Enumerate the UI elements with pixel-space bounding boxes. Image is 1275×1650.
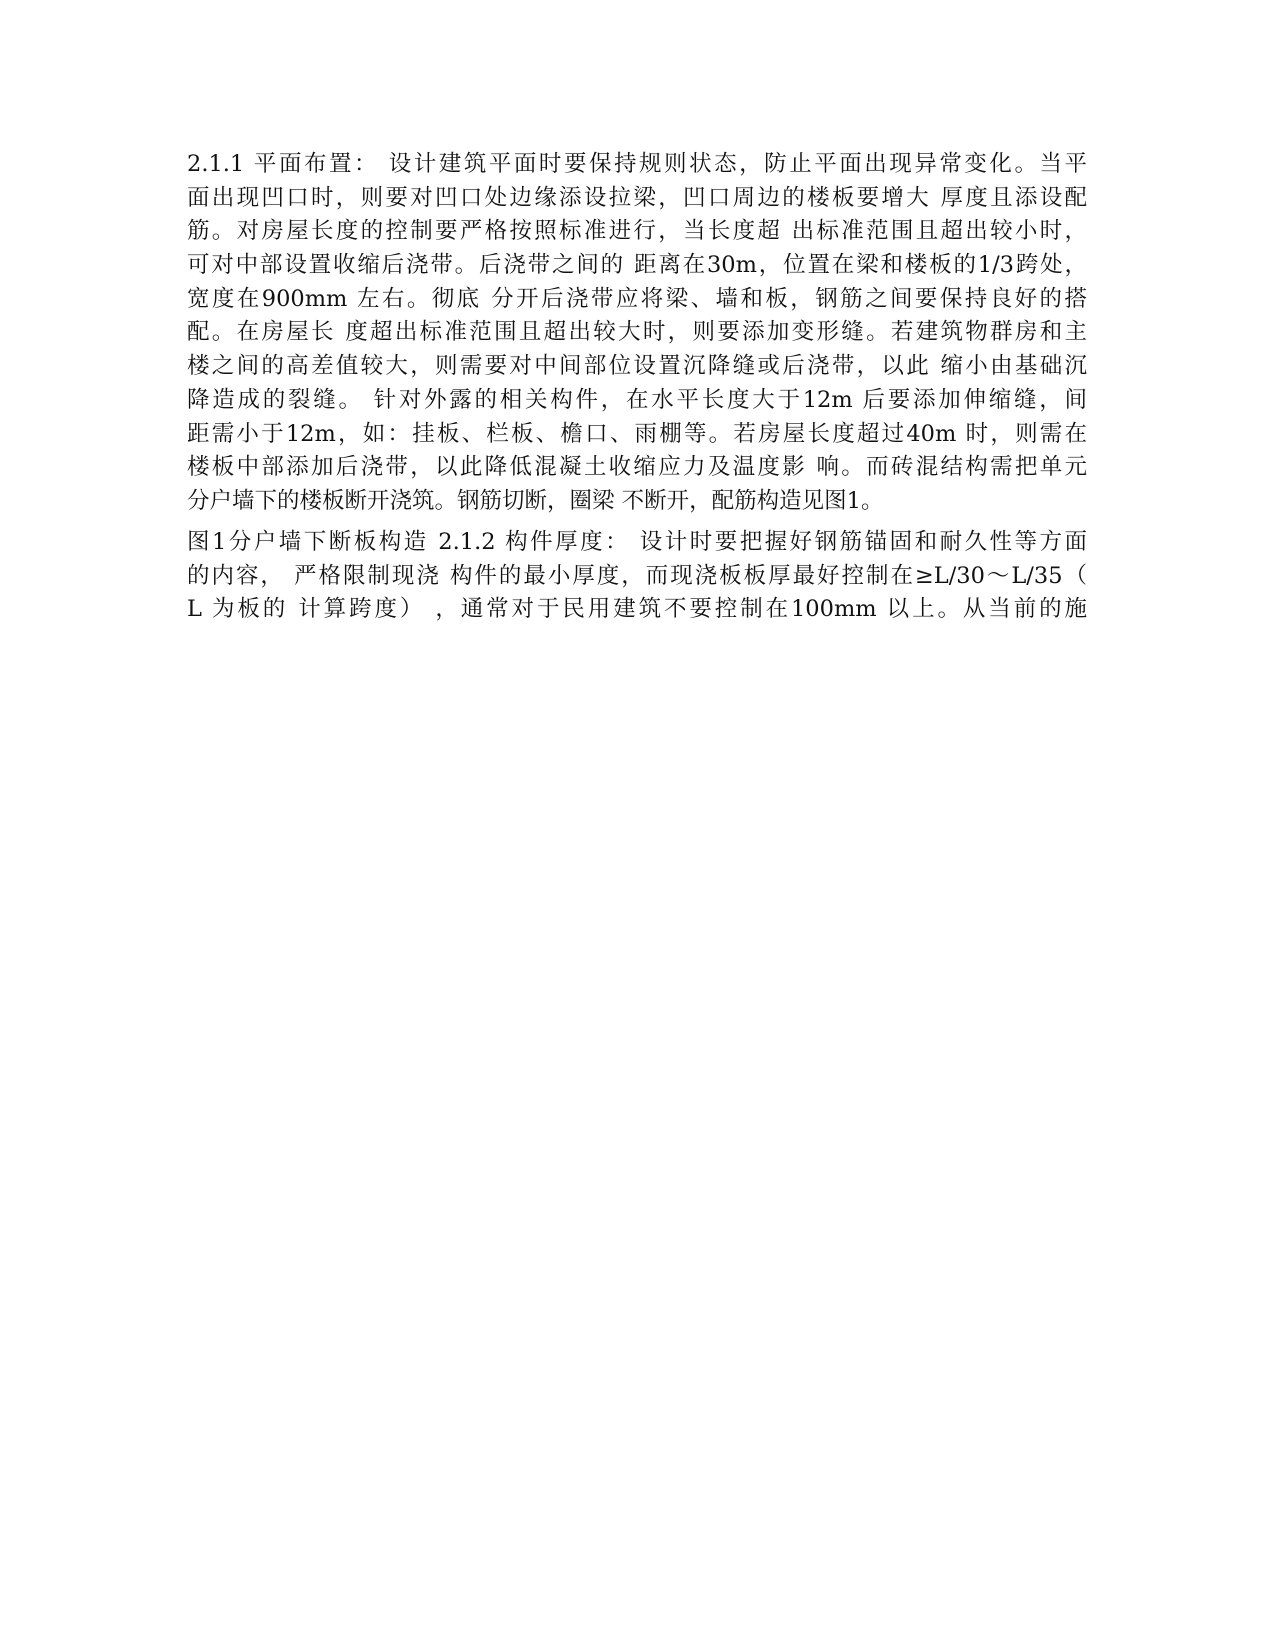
text-line: 降造成的裂缝。 针对外露的相关构件，在水平长度大于12m 后要添加伸缩缝，间 xyxy=(187,386,1087,413)
text-line: 2.1.1 平面布置： 设计建筑平面时要保持规则状态，防止平面出现异常变化。当平 xyxy=(187,151,1087,177)
text-line: 面出现凹口时，则要对凹口处边缘添设拉梁，凹口周边的楼板要增大 厚度且添设配 xyxy=(187,184,1087,211)
text-line: 可对中部设置收缩后浇带。后浇带之间的 距离在30m，位置在梁和楼板的1/3跨处， xyxy=(187,252,1087,279)
paragraph-member-thickness xyxy=(187,526,1087,627)
text-line: 筋。对房屋长度的控制要严格按照标准进行，当长度超 出标准范围且超出较小时， xyxy=(187,218,1087,245)
text-line: 楼板中部添加后浇带，以此降低混凝土收缩应力及温度影 响。而砖混结构需把单元 xyxy=(187,454,1087,481)
text-line: 楼之间的高差值较大，则需要对中间部位设置沉降缝或后浇带，以此 缩小由基础沉 xyxy=(187,353,1087,380)
text-line: 距需小于12m，如：挂板、栏板、檐口、雨棚等。若房屋长度超过40m 时，则需在 xyxy=(187,420,1087,447)
text-line: 的内容， 严格限制现浇 构件的最小厚度，而现浇板板厚最好控制在≥L/30～L/35（ xyxy=(187,562,1087,589)
text-line: 配。在房屋长 度超出标准范围且超出较大时，则要添加变形缝。若建筑物群房和主 xyxy=(187,319,1087,346)
text-line: 宽度在900mm 左右。彻底 分开后浇带应将梁、墙和板，钢筋之间要保持良好的搭 xyxy=(187,285,1087,312)
text-line: L 为板的 计算跨度） ，通常对于民用建筑不要控制在100mm 以上。从当前的施 xyxy=(187,596,1087,623)
paragraph-plan-layout xyxy=(187,148,1087,519)
text-line: 图1分户墙下断板构造 2.1.2 构件厚度： 设计时要把握好钢筋锚固和耐久性等方面 xyxy=(187,529,1087,555)
text-line: 分户墙下的楼板断开浇筑。钢筋切断，圈梁 不断开，配筋构造见图1。 xyxy=(187,487,884,514)
